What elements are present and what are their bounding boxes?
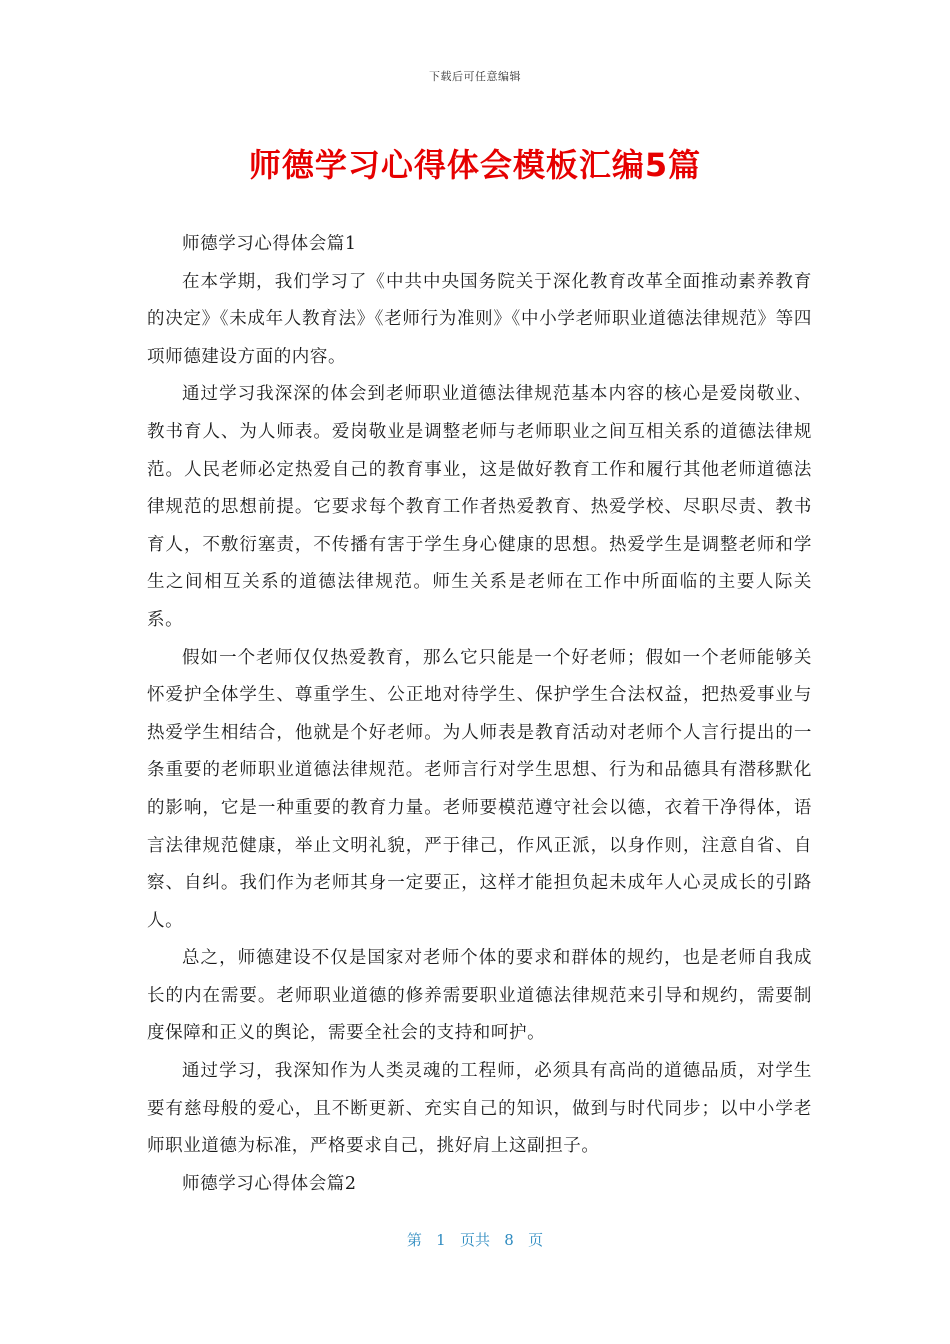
- paragraph: 通过学习，我深知作为人类灵魂的工程师，必须具有高尚的道德品质，对学生要有慈母般的爱心，且不断更新、充实自己的知识，做到与时代同步；以中小学老师职业道德为标准，严格要求自己，挑好肩上这副担子。: [147, 1061, 812, 1157]
- document-body: [147, 226, 812, 1203]
- paragraph: 在本学期，我们学习了《中共中央国务院关于深化教育改革全面推动素养教育的决定》《未成年人教育法》《老师行为准则》《中小学老师职业道德法律规范》等四项师德建设方面的内容。: [147, 271, 812, 367]
- document-title: 师德学习心得体会模板汇编5篇: [248, 146, 702, 184]
- section-heading-1: 师德学习心得体会篇1: [182, 234, 357, 254]
- paragraph: 总之，师德建设不仅是国家对老师个体的要求和群体的规约，也是老师自我成长的内在需要。老师职业道德的修养需要职业道德法律规范来引导和规约，需要制度保障和正义的舆论，需要全社会的支持和呵护。: [147, 948, 812, 1044]
- paragraph: 假如一个老师仅仅热爱教育，那么它只能是一个好老师；假如一个老师能够关怀爱护全体学生、尊重学生、公正地对待学生、保护学生合法权益，把热爱事业与热爱学生相结合，他就是个好老师。为人师表是教育活动对老师个人言行提出的一条重要的老师职业道德法律规范。老师言行对学生思想、行为和品德具有潜移默化的影响，它是一种重要的教育力量。老师要模范遵守社会以德，衣着干净得体，语言法律规范健康，举止文明礼貌，严于律己，作风正派，以身作则，注意自省、自察、自纠。我们作为老师其身一定要正，这样才能担负起未成年人心灵成长的引路人。: [147, 647, 812, 931]
- page-footer: 第 1 页共 8 页: [406, 1231, 544, 1249]
- paragraph: 通过学习我深深的体会到老师职业道德法律规范基本内容的核心是爱岗敬业、教书育人、为人师表。爱岗敬业是调整老师与老师职业之间互相关系的道德法律规范。人民老师必定热爱自己的教育事业，这是做好教育工作和履行其他老师道德法律规范的思想前提。它要求每个教育工作者热爱教育、热爱学校、尽职尽责、教书育人，不敷衍塞责，不传播有害于学生身心健康的思想。热爱学生是调整老师和学生之间相互关系的道德法律规范。师生关系是老师在工作中所面临的主要人际关系。: [147, 384, 812, 630]
- header-note: 下载后可任意编辑: [429, 70, 521, 83]
- section-heading-2: 师德学习心得体会篇2: [182, 1173, 357, 1194]
